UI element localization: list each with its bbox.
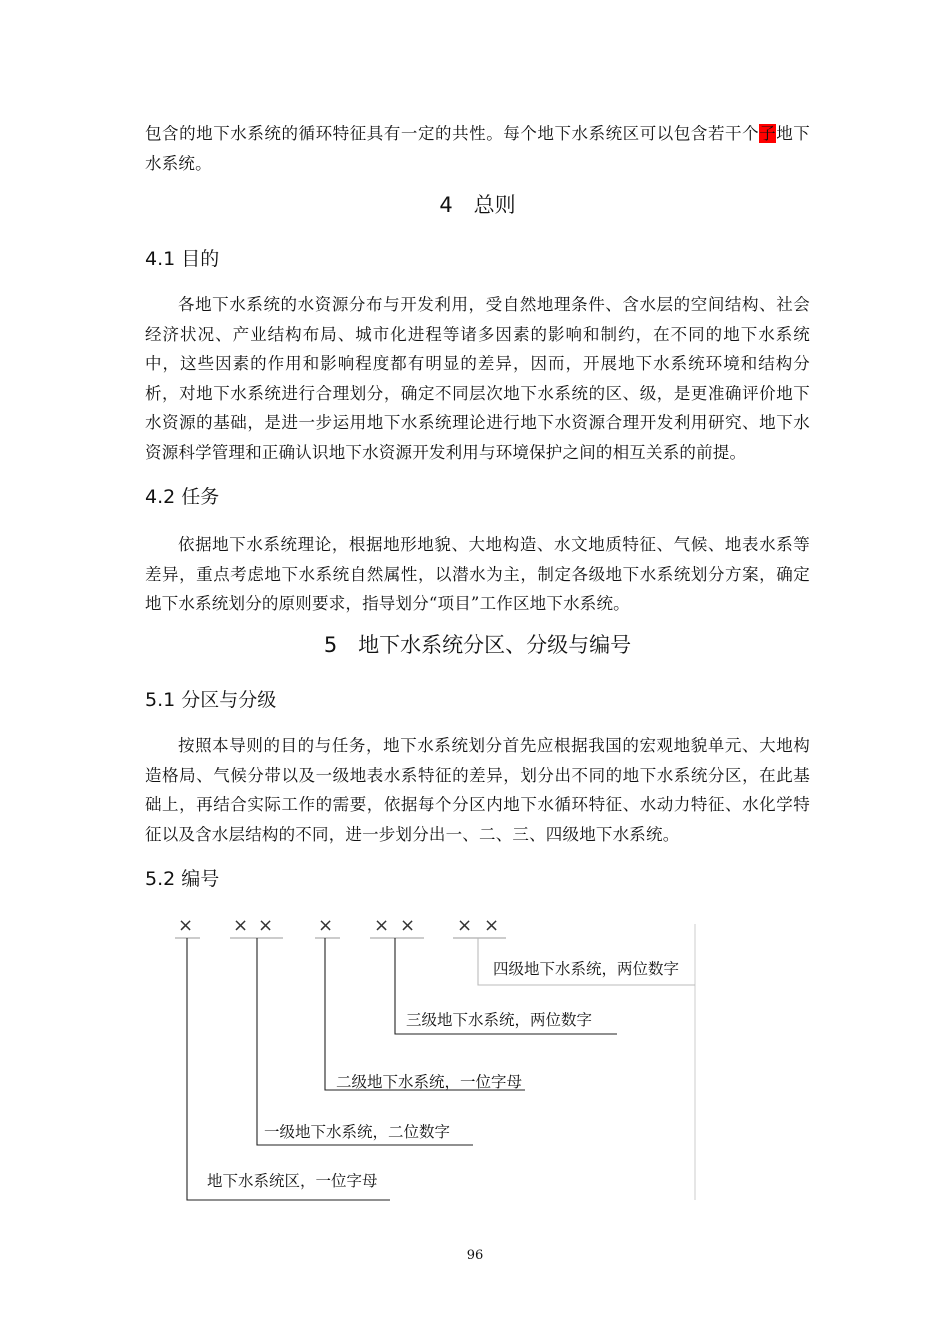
label-level4: 四级地下水系统，两位数字 [493, 960, 680, 978]
code-mark-level4-b: × [484, 915, 500, 936]
section-4-1-title: 4.1 目的 [145, 248, 220, 270]
label-level1: 一级地下水系统，二位数字 [264, 1123, 451, 1141]
code-mark-level3-b: × [400, 915, 416, 936]
section-5-1-body: 按照本导则的目的与任务，地下水系统划分首先应根据我国的宏观地貌单元、大地构造格局、气候分带以及一级地表水系特征的差异，划分出不同的地下水系统分区，在此基础上，再结合实际工作的需要，依据每个分区内地下水循环特征、水动力特征、水化学特征以及含水层结构的不同，进一步划分出一、二、三、四级地下水系统。 [145, 736, 810, 844]
intro-text-before: 包含的地下水系统的循环特征具有一定的共性。每个地下水系统区可以包含若干个 [145, 124, 760, 143]
section-4-2-body: 依据地下水系统理论，根据地形地貌、大地构造、水文地质特征、气候、地表水系等差异，重点考虑地下水系统自然属性，以潜水为主，制定各级地下水系统划分方案，确定地下水系统划分的原则要求，指导划分“项目”工作区地下水系统。 [145, 535, 810, 613]
section-4-1-body: 各地下水系统的水资源分布与开发利用，受自然地理条件、含水层的空间结构、社会经济状况、产业结构布局、城市化进程等诸多因素的影响和制约，在不同的地下水系统中，这些因素的作用和影响程度都有明显的差异，因而，开展地下水系统环境和结构分析，对地下水系统进行合理划分，确定不同层次地下水系统的区、级，是更准确评价地下水资源的基础，是进一步运用地下水系统理论进行地下水资源合理开发利用研究、地下水资源科学管理和正确认识地下水资源开发利用与环境保护之间的相互关系的前提。 [145, 295, 810, 462]
code-mark-level4-a: × [457, 915, 473, 936]
section-4-2-title: 4.2 任务 [145, 486, 220, 508]
code-mark-zone: × [178, 915, 194, 936]
section-5-2-title: 5.2 编号 [145, 868, 220, 890]
chapter-5-title: 5 地下水系统分区、分级与编号 [323, 633, 632, 657]
intro-text-after: 地下水系统。 [145, 124, 810, 173]
code-mark-level2: × [318, 915, 334, 936]
code-mark-level3-a: × [374, 915, 390, 936]
label-level2: 二级地下水系统，一位字母 [336, 1073, 523, 1091]
section-5-1-title: 5.1 分区与分级 [145, 689, 277, 711]
chapter-4-title: 4 总则 [439, 193, 516, 217]
label-level3: 三级地下水系统，两位数字 [406, 1011, 593, 1029]
intro-paragraph [145, 119, 810, 178]
label-zone: 地下水系统区，一位字母 [207, 1172, 378, 1190]
code-mark-level1-a: × [233, 915, 249, 936]
page-number: 96 [466, 1248, 484, 1263]
highlighted-char: 子 [759, 124, 777, 143]
code-mark-level1-b: × [258, 915, 274, 936]
